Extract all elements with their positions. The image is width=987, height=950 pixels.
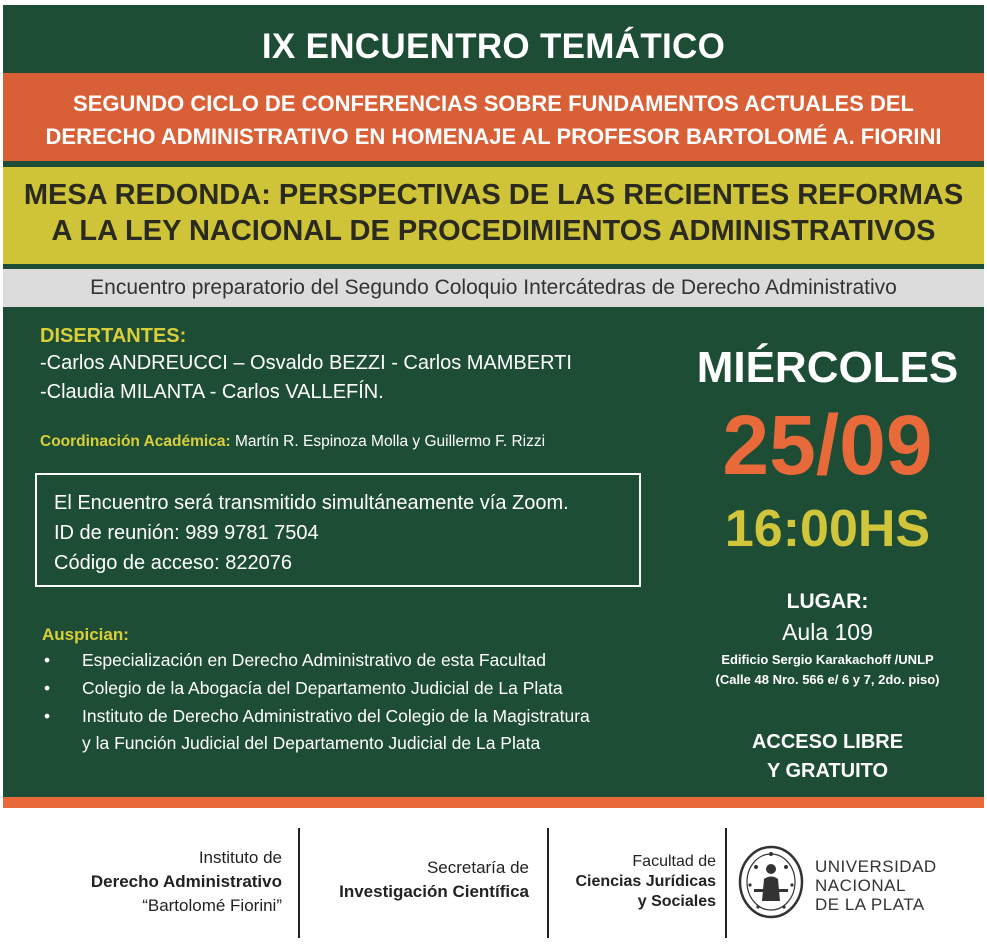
secretariat-line-1: Secretaría de (426, 858, 529, 877)
zoom-transmission-text: El Encuentro será transmitido simultáneamente vía Zoom. (54, 492, 569, 514)
secretariat-logo-text (339, 856, 529, 904)
faculty-line-1: Facultad de (632, 853, 716, 870)
coordination-names: Martín R. Espinoza Molla y Guillermo F. Rizzi (230, 433, 546, 450)
cycle-banner-text (3, 87, 984, 153)
sponsor-item-3-text: Instituto de Derecho Administrativo del Colegio de la Magistratura (82, 706, 590, 726)
preparatory-text: Encuentro preparatorio del Segundo Coloquio Intercátedras de Derecho Administrativo (90, 276, 897, 299)
institute-line-1: Instituto de (198, 848, 282, 867)
university-line-1: UNIVERSIDAD (815, 857, 937, 876)
institute-line-3: “Bartolomé Fiorini” (142, 896, 282, 915)
footer-divider (547, 828, 549, 938)
coordination-label: Coordinación Académica: (40, 433, 231, 450)
bullet-icon: • (44, 706, 51, 726)
access-line-2: Y GRATUITO (766, 760, 889, 782)
round-table-banner (3, 167, 984, 264)
round-table-text (3, 177, 984, 249)
bottom-accent-bar (3, 797, 984, 808)
bullet-icon: • (44, 678, 51, 698)
round-table-line-2: A LA LEY NACIONAL DE PROCEDIMIENTOS ADMINISTRATIVOS (51, 215, 936, 247)
bullet-icon: • (44, 650, 51, 670)
sponsor-item-3-continued: y la Función Judicial del Departamento Judicial de La Plata (82, 733, 541, 753)
sponsor-item-1 (44, 647, 546, 674)
access-info (686, 728, 969, 786)
place-address: (Calle 48 Nro. 566 e/ 6 y 7, 2do. piso) (715, 672, 940, 687)
place-label: LUGAR: (786, 590, 869, 613)
access-line-1: ACCESO LIBRE (751, 731, 904, 753)
sponsor-item-2 (44, 675, 563, 702)
cycle-banner (3, 73, 984, 161)
event-title: IX ENCUENTRO TEMÁTICO (261, 27, 726, 66)
faculty-line-3: y Sociales (637, 893, 716, 910)
place-building: Edificio Sergio Karakachoff /UNLP (721, 652, 934, 667)
university-name (815, 857, 937, 914)
poster-main-area (3, 5, 984, 805)
unlp-seal-icon (738, 845, 804, 919)
faculty-line-2: Ciencias Jurídicas (575, 873, 716, 890)
speakers-line-2: -Claudia MILANTA - Carlos VALLEFÍN. (40, 381, 384, 403)
event-date: 25/09 (722, 398, 933, 492)
round-table-line-1: MESA REDONDA: PERSPECTIVAS DE LAS RECIENTES REFORMAS (23, 179, 964, 211)
zoom-access-code: Código de acceso: 822076 (54, 552, 292, 574)
event-weekday: MIÉRCOLES (696, 343, 959, 392)
university-line-3: DE LA PLATA (815, 895, 925, 914)
preparatory-banner (3, 269, 984, 307)
institute-line-2: Derecho Administrativo (90, 872, 282, 891)
event-time: 16:00HS (724, 500, 931, 558)
institute-logo-text (91, 846, 282, 918)
zoom-info-box (35, 473, 641, 587)
sponsor-item-2-text: Colegio de la Abogacía del Departamento Judicial de La Plata (82, 678, 563, 698)
coordination (40, 431, 545, 453)
faculty-logo-text (575, 852, 716, 912)
footer-divider (725, 828, 727, 938)
sponsor-item-1-text: Especialización en Derecho Administrativo de esta Facultad (82, 650, 546, 670)
university-line-2: NACIONAL (815, 876, 906, 895)
cycle-line-1: SEGUNDO CICLO DE CONFERENCIAS SOBRE FUNDAMENTOS ACTUALES DEL (73, 91, 914, 116)
zoom-meeting-id: ID de reunión: 989 9781 7504 (54, 522, 319, 544)
footer-divider (298, 828, 300, 938)
place-room: Aula 109 (782, 619, 873, 645)
cycle-line-2: DERECHO ADMINISTRATIVO EN HOMENAJE AL PROFESOR BARTOLOMÉ A. FIORINI (45, 124, 942, 149)
speakers-line-1: -Carlos ANDREUCCI – Osvaldo BEZZI - Carlos MAMBERTI (40, 352, 572, 374)
sponsors-label: Auspician: (42, 625, 129, 644)
speakers-label: DISERTANTES: (40, 325, 187, 347)
sponsor-item-3 (44, 703, 590, 730)
footer-logos (0, 810, 987, 950)
secretariat-line-2: Investigación Científica (339, 882, 529, 901)
